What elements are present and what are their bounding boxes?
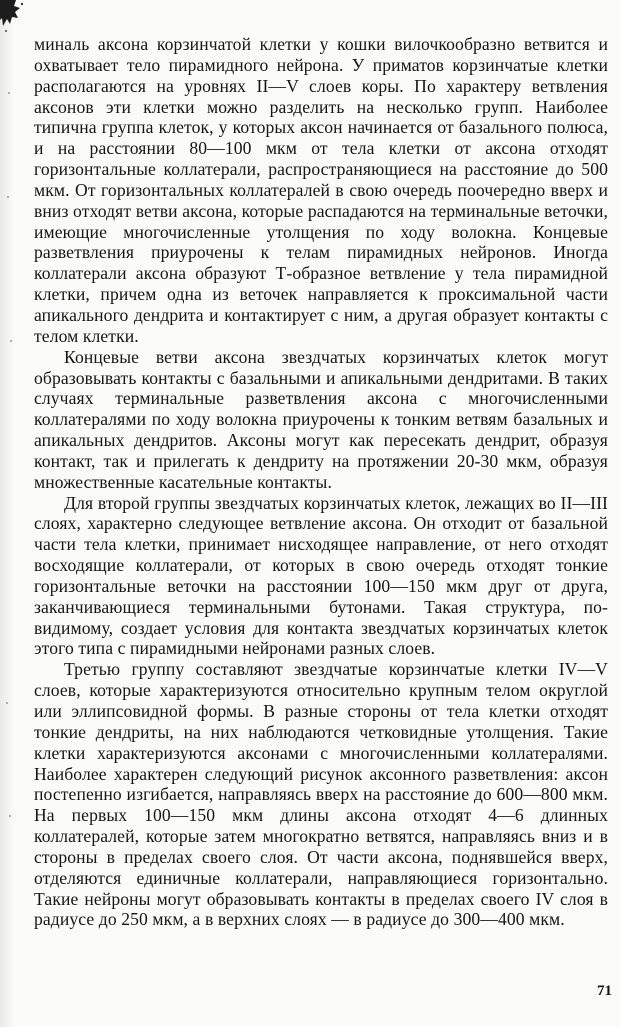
paragraph-3: Для второй группы звездчатых корзинчатых клеток, лежащих во II—III слоях, характерно следующее ветвление аксона. Он отходит от базальной части тела клетки, принимает нисходящее направление, от него отходят восходящие коллатерали, от которых в свою очередь отходят тонкие горизонтальные веточки на расстоянии 100—150 мкм друг от друга, заканчивающиеся терминальными бутонами. Такая структура, по-видимому, создает условия для контакта звездчатых корзинчатых клеток этого типа с пирамидными нейронами разных слоев. (34, 492, 608, 659)
scan-speck (6, 702, 8, 704)
page-number: 71 (597, 983, 612, 999)
scan-speck (7, 196, 9, 198)
paragraph-2: Концевые ветви аксона звездчатых корзинчатых клеток могут образовывать контакты с базальными и апикальными дендритами. В таких случаях терминальные разветвления аксона с многочисленными коллатералями по ходу волокна приурочены к тонким ветвям базальных и апикальных дендритов. Аксоны могут как пересекать дендрит, образуя контакт, так и прилегать к дендриту на протяжении 20-30 мкм, образуя множественные касательные контакты. (34, 346, 608, 492)
scan-speck (8, 92, 10, 94)
scan-speck (10, 340, 12, 342)
ink-blot-mark (0, 0, 34, 40)
paragraph-4: Третью группу составляют звездчатые корзинчатые клетки IV—V слоев, которые характеризуются относительно крупным телом округлой или эллипсовидной формы. В разные стороны от тела клетки отходят тонкие дендриты, на них наблюдаются четковидные утолщения. Такие клетки характеризуются аксонами с многочисленными коллатералями. Наиболее характерен следующий рисунок аксонного разветвления: аксон постепенно изгибается, направляясь вверх на расстояние до 600—800 мкм. На первых 100—150 мкм длины аксона отходят 4—6 длинных коллатералей, которые затем многократно ветвятся, направляясь вниз и в стороны в пределах своего слоя. От части аксона, поднявшейся вверх, отделяются единичные коллатерали, направляющиеся горизонтально. Такие нейроны могут образовывать контакты в пределах своего IV слоя в радиусе до 250 мкм, а в верхних слоях — в радиусе до 300—400 мкм. (34, 659, 608, 930)
body-text (34, 34, 608, 930)
paragraph-1: миналь аксона корзинчатой клетки у кошки вилочкообразно ветвится и охватывает тело пирамидного нейрона. У приматов корзинчатые клетки располагаются на уровнях II—V слоев коры. По характеру ветвления аксонов эти клетки можно разделить на несколько групп. Наиболее типична группа клеток, у которых аксон начинается от базального полюса, и на расстоянии 80—100 мкм от тела клетки от аксона отходят горизонтальные коллатерали, распространяющиеся на расстояние до 500 мкм. От горизонтальных коллатералей в свою очередь поочередно вверх и вниз отходят ветви аксона, которые распадаются на терминальные веточки, имеющие многочисленные утолщения по ходу волокна. Концевые разветвления приурочены к телам пирамидных нейронов. Иногда коллатерали аксона образуют Т-образное ветвление у тела пирамидной клетки, причем одна из веточек направляется к проксимальной части апикального дендрита и контактирует с ним, а другая образует контакты с телом клетки. (34, 34, 608, 346)
scan-edge-shadow (0, 0, 14, 1027)
scan-speck (9, 815, 11, 817)
